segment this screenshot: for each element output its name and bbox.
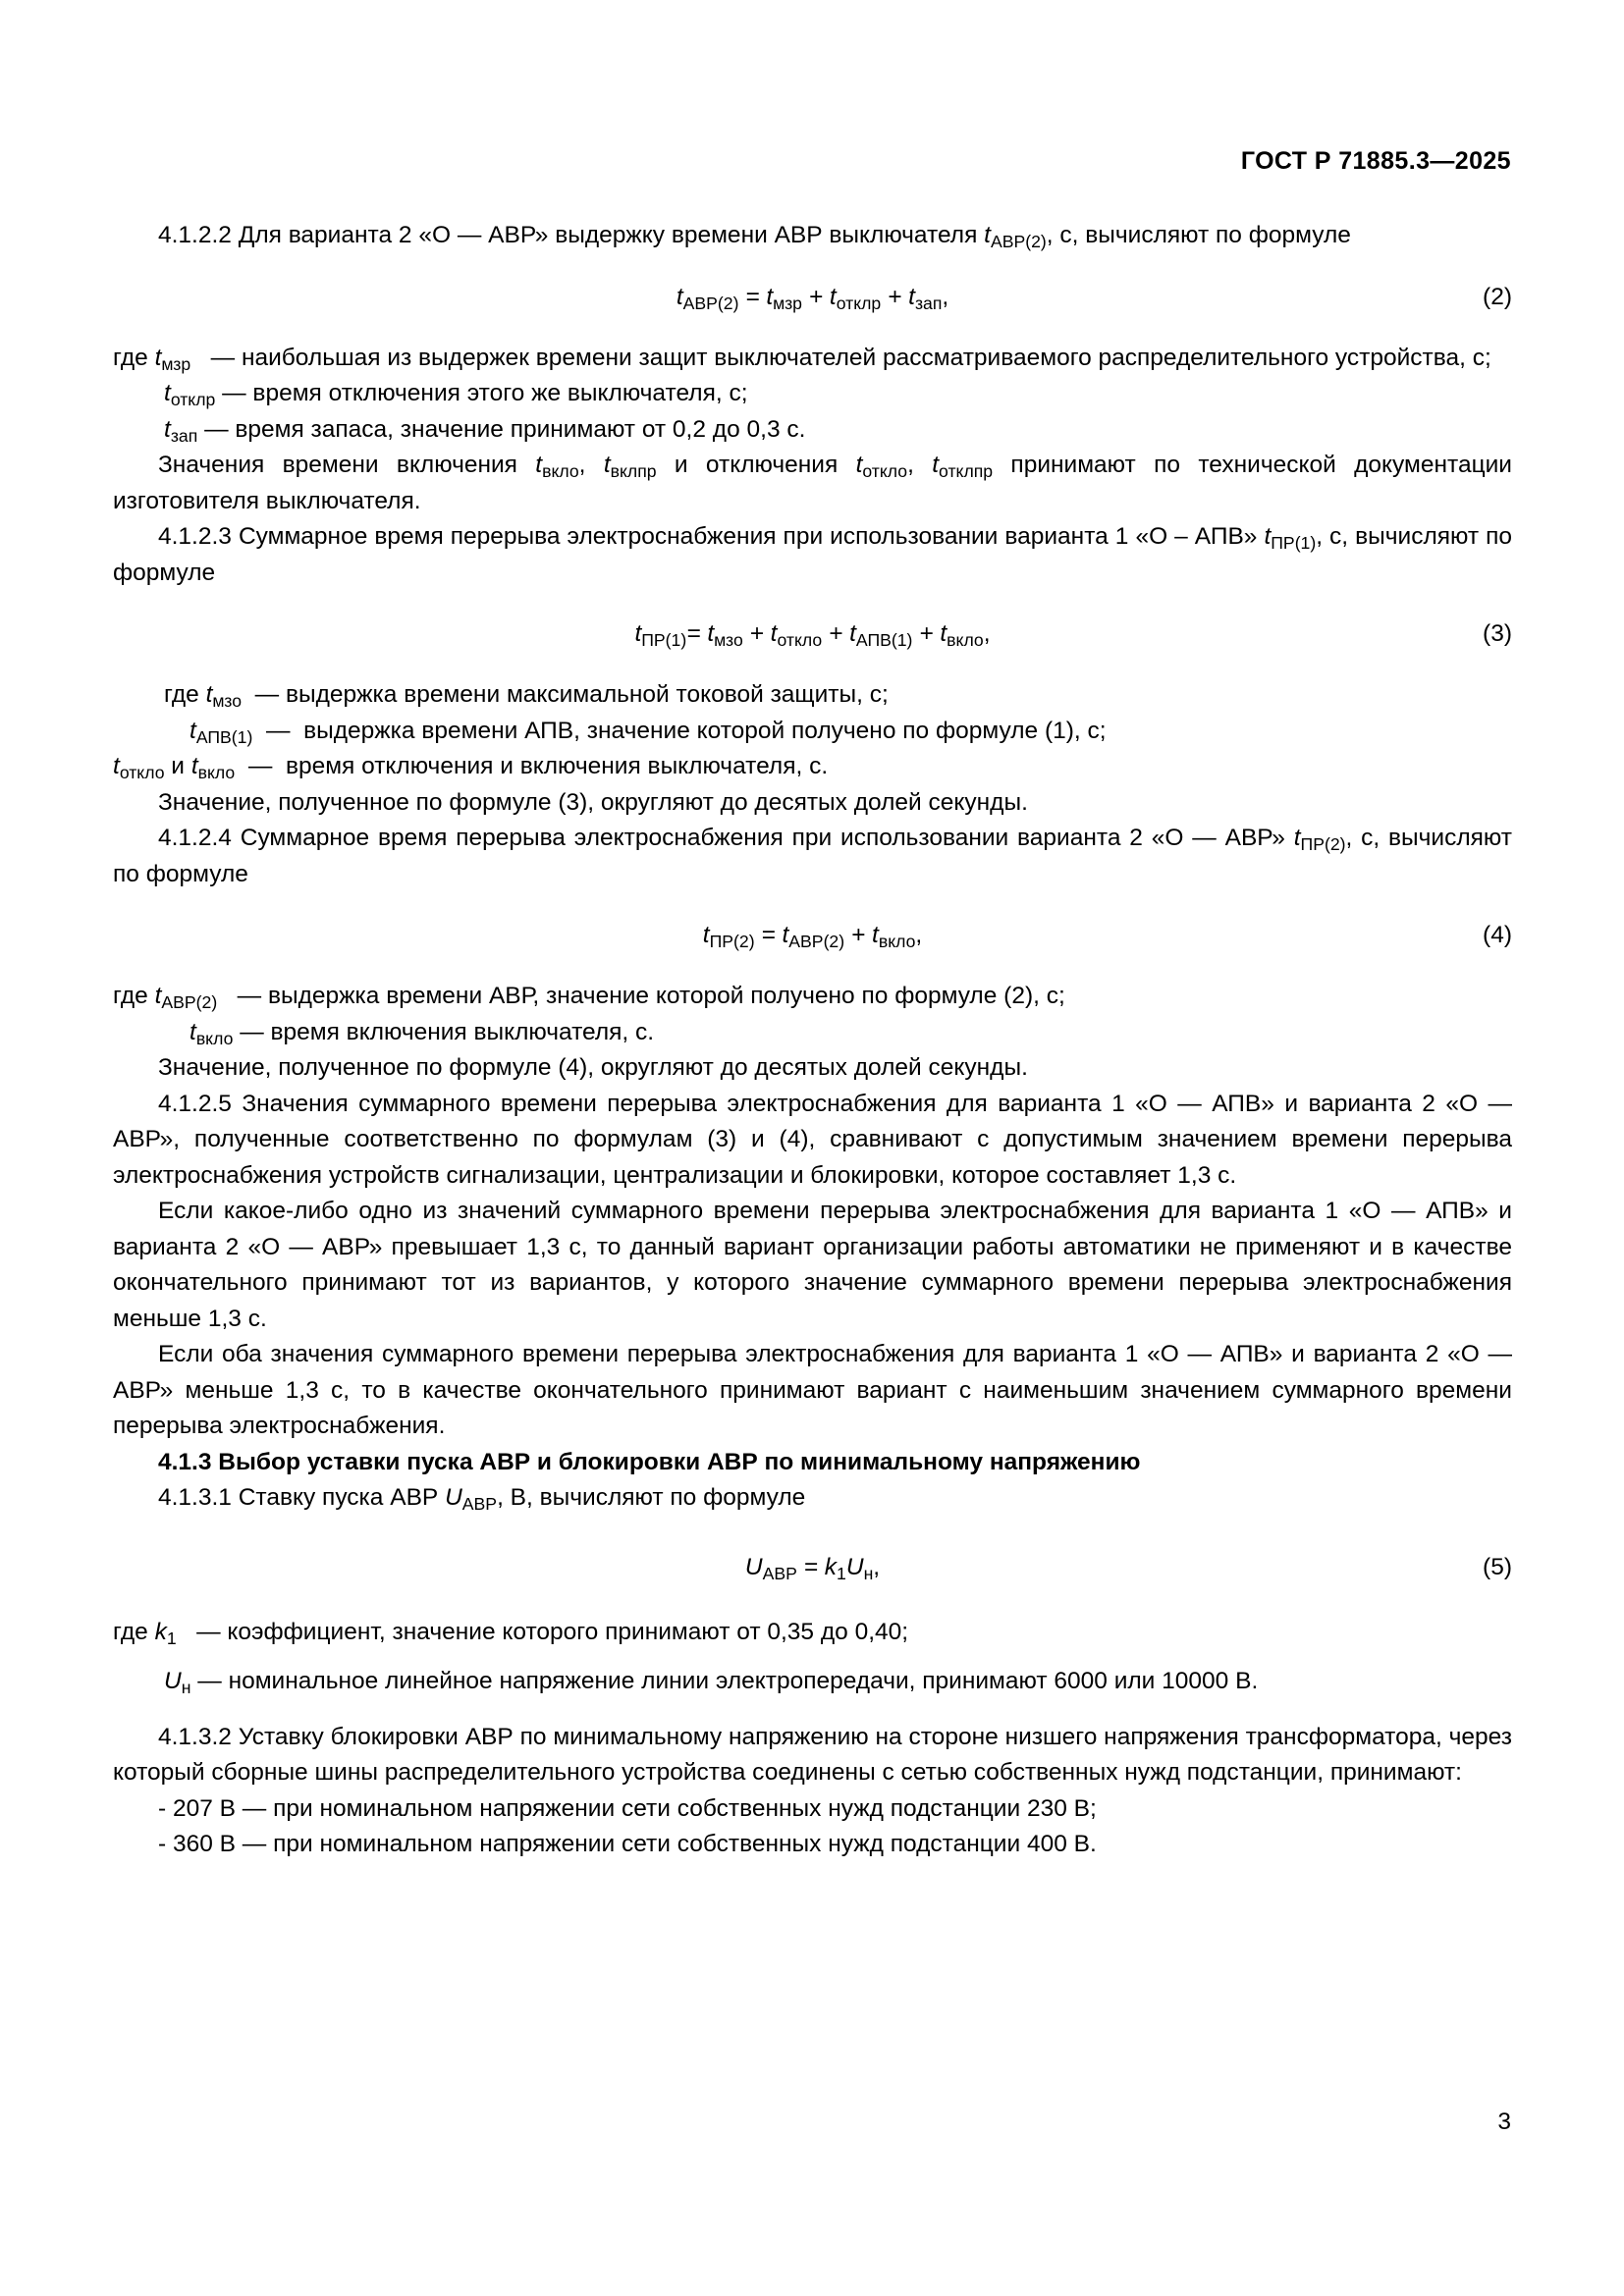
paragraph-4-1-3-2: 4.1.3.2 Уставку блокировки АВР по минимальному напряжению на стороне низшего напряжения трансформатора, через который сборные шины распределительного устройства соединены с сетью собственных нужд подстанции, принимают: bbox=[113, 1723, 1512, 1786]
definition-lead bbox=[113, 749, 286, 785]
list-item: - 360 В — при номинальном напряжении сети собственных нужд подстанции 400 В. bbox=[158, 1831, 1097, 1857]
formula-2-eq: = t bbox=[738, 283, 774, 310]
symbol-u-subscript: АВР bbox=[461, 1493, 498, 1514]
definition-lead bbox=[113, 341, 242, 377]
definition-row bbox=[113, 341, 1512, 377]
formula-4-number: (4) bbox=[1483, 922, 1512, 948]
definition-dash: — bbox=[197, 1668, 222, 1694]
formula-2-lhs-sub: АВР(2) bbox=[682, 293, 739, 313]
definition-prefix: где bbox=[113, 1618, 155, 1645]
paragraph-if-one-exceeds: Если какое-либо одно из значений суммарного времени перерыва электроснабжения для варианта 1 «О — АПВ» и варианта 2 «О — АВР» превышает 1,3 с, то данный вариант организации работы автоматики не применяют и в качестве окончательного принимают тот из вариантов, у которого значение суммарного времени перерыва электроснабжения меньше 1,3 с. bbox=[113, 1198, 1512, 1332]
paragraph-4-1-3-1-text: 4.1.3.1 Ставку пуска АВР bbox=[158, 1484, 446, 1511]
definition-dash: — bbox=[237, 983, 262, 1009]
formula-2-plus-1: + t bbox=[801, 283, 837, 310]
definition-symbol-sub: откло bbox=[119, 762, 165, 782]
definition-row bbox=[113, 979, 1512, 1015]
definition-prefix: где bbox=[164, 681, 206, 708]
definition-text: наибольшая из выдержек времени защит выключателей рассматриваемого распределительного устройства, с; bbox=[241, 344, 1491, 371]
paragraph-values-mid: и отключения bbox=[656, 452, 856, 478]
definition-lead bbox=[113, 1615, 227, 1651]
definition-dash: — bbox=[240, 1018, 264, 1045]
symbol-t-subscript: ПР(1) bbox=[1271, 532, 1317, 553]
definition-symbol: t bbox=[113, 753, 120, 779]
paragraph-values-tail: принимают по технической документации изготовителя выключателя. bbox=[113, 452, 1512, 514]
definition-text: время запаса, значение принимают от 0,2 до 0,3 с. bbox=[235, 415, 806, 443]
definition-dash: — bbox=[247, 753, 273, 779]
definition-symbol-sub: АПВ(1) bbox=[195, 726, 253, 747]
symbol-t-subscript: вкло bbox=[542, 460, 579, 481]
definition-symbol: t bbox=[164, 380, 171, 406]
definition-text: коэффициент, значение которого принимают от 0,35 до 0,40; bbox=[227, 1618, 909, 1645]
formula-3-number: (3) bbox=[1483, 620, 1512, 647]
definition-dash: — bbox=[265, 717, 291, 744]
paragraph-4-1-2-3-tail: , с, вычисляют по формуле bbox=[113, 523, 1512, 586]
definition-lead bbox=[164, 1664, 229, 1700]
definition-prefix: где bbox=[113, 983, 155, 1009]
formula-2-sub-3: зап bbox=[914, 293, 943, 313]
symbol-t: t bbox=[1293, 825, 1301, 851]
definition-conjunction: и bbox=[164, 753, 191, 779]
formula-2-sub-2: отклр bbox=[836, 293, 882, 313]
definition-text: выдержка времени максимальной токовой защиты, с; bbox=[285, 681, 889, 708]
paragraph-4-1-2-4-text: 4.1.2.4 Суммарное время перерыва электроснабжения при использовании варианта 2 «О — АВР» bbox=[158, 825, 1294, 851]
paragraph-4-1-2-4-tail: , с, вычисляют по формуле bbox=[113, 825, 1512, 887]
symbol-t-subscript: ПР(2) bbox=[1300, 833, 1346, 854]
paragraph-values-documentation: Значения времени включения $t_{вкло}$, $t_{вклпр}$ и отключения $t_{откло}$, $t_{отклпр}$ принимают по технической документации изготовителя выключателя. bbox=[113, 452, 1512, 514]
definition-lead bbox=[164, 376, 252, 412]
symbol-t: t bbox=[535, 452, 543, 478]
formula-2-plus-2: + t bbox=[881, 283, 915, 310]
paragraph-round-4: Значение, полученное по формуле (4), округляют до десятых долей секунды. bbox=[158, 1054, 1028, 1081]
definition-symbol-sub: 1 bbox=[166, 1628, 177, 1648]
definition-text: время включения выключателя, с. bbox=[270, 1018, 655, 1045]
definition-text: выдержка времени АПВ, значение которой получено по формуле (1), с; bbox=[303, 717, 1107, 744]
heading-4-1-3: 4.1.3 Выбор уставки пуска АВР и блокировки АВР по минимальному напряжению bbox=[158, 1448, 1141, 1475]
definition-lead bbox=[113, 979, 268, 1015]
symbol-t: t bbox=[855, 452, 863, 478]
list-item: - 207 В — при номинальном напряжении сети собственных нужд подстанции 230 В; bbox=[158, 1794, 1097, 1822]
formula-2-lhs: t bbox=[676, 283, 683, 310]
definition-lead bbox=[189, 714, 303, 750]
symbol-t: t bbox=[1264, 523, 1272, 550]
paragraph-4-1-2-5: 4.1.2.5 Значения суммарного времени перерыва электроснабжения для варианта 1 «О — АПВ» и варианта 2 «О — АВР», полученные соответственно по формулам (3) и (4), сравнивают с допустимым значением времени перерыва электроснабжения устройств сигнализации, централизации и блокировки, которое составляет 1,3 с. bbox=[113, 1090, 1512, 1189]
definition-prefix: где bbox=[113, 344, 155, 371]
formula-2-comma: , bbox=[942, 283, 949, 310]
definition-dash: — bbox=[196, 1618, 221, 1645]
definition-list-2 bbox=[113, 341, 1512, 449]
paragraph-4-1-2-3-text: 4.1.2.3 Суммарное время перерыва электроснабжения при использовании варианта 1 «О – АПВ» bbox=[158, 523, 1265, 550]
symbol-t-subscript: вклпр bbox=[610, 460, 657, 481]
symbol-t-subscript: откло bbox=[862, 460, 908, 481]
definition-row bbox=[113, 749, 1512, 785]
paragraph-4-1-2-2-tail: , с, вычисляют по формуле bbox=[1046, 222, 1351, 248]
definition-text: время отключения этого же выключателя, с; bbox=[252, 380, 748, 406]
definition-symbol: k bbox=[154, 1618, 167, 1645]
definition-symbol-sub: отклр bbox=[170, 389, 216, 409]
definition-lead bbox=[189, 1015, 271, 1051]
definition-text: время отключения и включения выключателя, с. bbox=[285, 753, 829, 779]
voltage-setting-list bbox=[113, 1791, 1512, 1863]
formula-5-number: (5) bbox=[1483, 1553, 1512, 1580]
definition-symbol-2: t bbox=[190, 753, 198, 779]
definition-row bbox=[113, 412, 1512, 449]
symbol-t-subscript: АВР(2) bbox=[990, 231, 1047, 251]
definition-symbol-sub: мзо bbox=[212, 690, 242, 711]
formula-2-sub-1: мзр bbox=[773, 293, 802, 313]
definition-symbol-sub: АВР(2) bbox=[161, 991, 218, 1012]
symbol-t: t bbox=[984, 222, 991, 248]
symbol-t: t bbox=[603, 452, 611, 478]
paragraph-4-1-2-4 bbox=[113, 821, 1512, 892]
definition-list-5 bbox=[113, 1615, 1512, 1700]
definition-list-4 bbox=[113, 979, 1512, 1050]
formula-2 bbox=[113, 280, 1512, 315]
definition-row bbox=[113, 677, 1512, 714]
paragraph-4-1-3-1-tail: , В, вычисляют по формуле bbox=[497, 1484, 806, 1511]
formula-2-number: (2) bbox=[1483, 283, 1512, 310]
definition-symbol: t bbox=[154, 983, 162, 1009]
formula-3: $t_{ПР(1)}= t_{мзо} + t_{откло} + t_{АПВ(1)} + t_{вкло}$, (3) bbox=[113, 616, 1512, 652]
paragraph-4-1-2-3 bbox=[113, 519, 1512, 591]
definition-symbol-sub: мзр bbox=[161, 353, 191, 374]
definition-symbol: U bbox=[164, 1668, 182, 1694]
definition-dash: — bbox=[204, 415, 229, 443]
page-number: 3 bbox=[1497, 2109, 1511, 2135]
definition-dash: — bbox=[222, 380, 246, 406]
definition-row bbox=[113, 1615, 1512, 1651]
definition-symbol-2-sub: вкло bbox=[197, 762, 236, 782]
definition-symbol: t bbox=[164, 415, 171, 443]
definition-symbol: t bbox=[189, 717, 196, 744]
definition-list-3 bbox=[113, 677, 1512, 785]
document-body bbox=[113, 218, 1512, 1863]
symbol-t-subscript: отклпр bbox=[939, 460, 994, 481]
definition-text: номинальное линейное напряжение линии электропередачи, принимают 6000 или 10000 В. bbox=[228, 1668, 1259, 1694]
symbol-u: U bbox=[445, 1484, 462, 1511]
definition-symbol: t bbox=[189, 1018, 196, 1045]
definition-row bbox=[113, 1664, 1512, 1700]
definition-text: выдержка времени АВР, значение которой получено по формуле (2), с; bbox=[267, 983, 1065, 1009]
paragraph-if-both-below: Если оба значения суммарного времени перерыва электроснабжения для варианта 1 «О — АПВ» и варианта 2 «О — АВР» меньше 1,3 с, то в качестве окончательного принимают вариант с наименьшим значением суммарного времени перерыва электроснабжения. bbox=[113, 1341, 1512, 1439]
symbol-t: t bbox=[932, 452, 940, 478]
definition-lead bbox=[164, 412, 235, 449]
definition-symbol-sub: н bbox=[181, 1677, 191, 1697]
definition-lead bbox=[164, 677, 286, 714]
formula-4: $t_{ПР(2)} = t_{АВР(2)} + t_{вкло}$, (4) bbox=[113, 918, 1512, 953]
formula-5: $U_{АВР} = k_1U_н$, (5) bbox=[113, 1550, 1512, 1585]
definition-row bbox=[113, 1015, 1512, 1051]
paragraph-round-3: Значение, полученное по формуле (3), округляют до десятых долей секунды. bbox=[158, 788, 1028, 816]
paragraph-4-1-3-1 bbox=[113, 1480, 1512, 1517]
definition-symbol: t bbox=[154, 344, 162, 371]
definition-symbol-sub: вкло bbox=[195, 1028, 234, 1048]
paragraph-values-lead: Значения времени включения bbox=[158, 452, 536, 478]
page-header-standard-id: ГОСТ Р 71885.3—2025 bbox=[1240, 147, 1511, 175]
definition-row bbox=[113, 714, 1512, 750]
definition-symbol-sub: зап bbox=[170, 425, 198, 446]
paragraph-4-1-2-2-text: 4.1.2.2 Для варианта 2 «О — АВР» выдержку времени АВР выключателя bbox=[158, 222, 985, 248]
paragraph-4-1-2-2 bbox=[113, 218, 1512, 254]
definition-dash: — bbox=[254, 681, 280, 708]
definition-row bbox=[113, 376, 1512, 412]
definition-dash: — bbox=[210, 344, 236, 371]
definition-symbol: t bbox=[205, 681, 213, 708]
